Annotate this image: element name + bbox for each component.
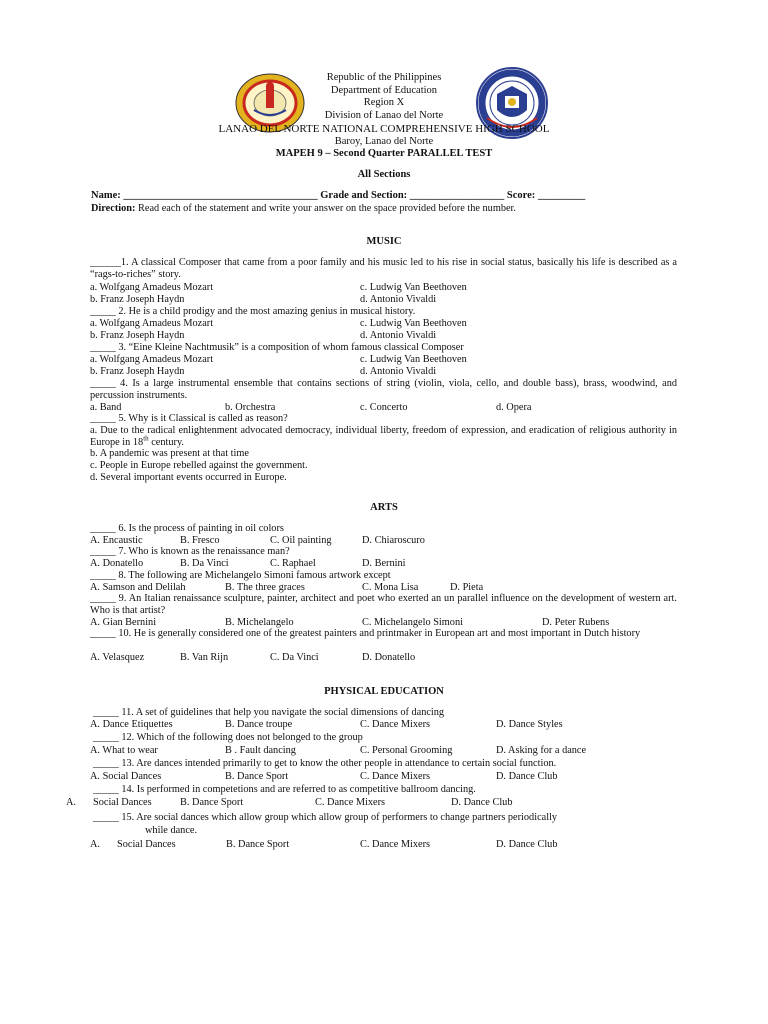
option-d: D. Asking for a dance <box>496 745 587 756</box>
option-d: D. Chiaroscuro <box>362 535 425 546</box>
q5-option-c: c. People in Europe rebelled against the government. <box>90 460 308 471</box>
question-14: _____ 14. Is performed in competetions and are referred to as competitive ballroom dancing. <box>93 784 476 795</box>
direction-label: Direction: <box>91 203 136 214</box>
question-13: _____ 13. Are dances intended primarily to get to know the other people in attendance to certain social function. <box>93 758 557 769</box>
option-a: a. Wolfgang Amadeus Mozart <box>90 318 214 329</box>
option-a: Social Dances <box>93 797 152 808</box>
option-c: c. Ludwig Van Beethoven <box>360 318 467 329</box>
option-d: d. Antonio Vivaldi <box>360 366 437 377</box>
score-blank[interactable]: _________ <box>537 190 586 201</box>
option-b: B. Van Rijn <box>180 652 229 663</box>
grade-label: Grade and Section: <box>320 190 408 201</box>
question-4: _____ 4. Is a large instrumental ensemble that contains sections of string (violin, viola, cello, and double bass), brass, woodwind, and percussion instruments. <box>90 378 677 401</box>
option-d: D. Dance Club <box>496 771 558 782</box>
option-c: C. Dance Mixers <box>315 797 386 808</box>
question-5: _____ 5. Why is it Classical is called as reason? <box>90 413 288 424</box>
option-d: d. Antonio Vivaldi <box>360 294 437 305</box>
option-c: C. Dance Mixers <box>360 771 431 782</box>
option-b: b. Franz Joseph Haydn <box>90 366 185 377</box>
school-address: Baroy, Lanao del Norte <box>334 136 434 147</box>
option-d: D. Peter Rubens <box>542 617 610 628</box>
header-republic: Republic of the Philippines <box>326 72 442 83</box>
q5-option-a <box>90 425 677 449</box>
direction-text: Read each of the statement and write your answer on the space provided before the number. <box>138 203 516 214</box>
question-15: _____ 15. Are social dances which allow group which allow group of performers to change partners periodically <box>93 812 558 823</box>
name-label: Name: <box>91 190 121 201</box>
name-blank[interactable]: _____________________________________ <box>123 190 318 201</box>
question-6: _____ 6. Is the process of painting in oil colors <box>90 523 284 534</box>
option-c: C. Personal Grooming <box>360 745 453 756</box>
option-c: c. Ludwig Van Beethoven <box>360 354 467 365</box>
score-label: Score: <box>506 190 536 201</box>
q5-option-d: d. Several important events occurred in Europe. <box>90 472 287 483</box>
option-a: a. Band <box>90 402 122 413</box>
q5-option-a-sup: th <box>143 434 149 443</box>
option-c: C. Michelangelo Simoni <box>362 617 463 628</box>
option-b: B. Dance Sport <box>225 771 289 782</box>
sections-label: All Sections <box>357 169 411 180</box>
option-b: B. The three graces <box>225 582 305 593</box>
question-9: _____ 9. An Italian renaissance sculpture, painter, architect and poet who exerted an un parallel influence on the development of western art. Who is that artist? <box>90 593 677 616</box>
question-1: ______1. A classical Composer that came from a poor family and his music led to his rise in social status, basically his life is described as a “rags-to-riches” story. <box>90 257 677 280</box>
question-15-cont: while dance. <box>145 825 198 836</box>
option-c: C. Dance Mixers <box>360 719 431 730</box>
header-division: Division of Lanao del Norte <box>324 110 444 121</box>
option-c: C. Dance Mixers <box>360 839 431 850</box>
header-department: Department of Education <box>330 85 438 96</box>
option-c: c. Concerto <box>360 402 408 413</box>
option-a: Social Dances <box>117 839 176 850</box>
option-d: D. Pieta <box>450 582 484 593</box>
option-a: a. Wolfgang Amadeus Mozart <box>90 354 214 365</box>
option-a: A. Dance Etiquettes <box>90 719 173 730</box>
option-b: B. Da Vinci <box>180 558 229 569</box>
option-b: B. Dance Sport <box>226 839 290 850</box>
option-d: d. Antonio Vivaldi <box>360 330 437 341</box>
option-d: D. Donatello <box>362 652 416 663</box>
question-8: _____ 8. The following are Michelangelo Simoni famous artwork except <box>90 570 391 581</box>
option-a: A. What to wear <box>90 745 158 756</box>
question-12: _____ 12. Which of the following does not belonged to the group <box>93 732 363 743</box>
option-a: A. Velasquez <box>90 652 145 663</box>
arts-title: ARTS <box>370 502 398 513</box>
option-a: a. Wolfgang Amadeus Mozart <box>90 282 214 293</box>
question-10: _____ 10. He is generally considered one of the greatest painters and printmaker in European art and most important in Dutch history <box>90 628 641 639</box>
q5-option-a-end: century. <box>148 437 185 448</box>
option-a: A. Samson and Delilah <box>90 582 186 593</box>
question-7: _____ 7. Who is known as the renaissance man? <box>90 546 290 557</box>
option-b: B . Fault dancing <box>225 745 296 756</box>
test-title: MAPEH 9 – Second Quarter PARALLEL TEST <box>275 148 493 159</box>
grade-blank[interactable]: __________________ <box>409 190 505 201</box>
option-d: D. Dance Club <box>451 797 513 808</box>
option-c: C. Da Vinci <box>270 652 319 663</box>
question-11: _____ 11. A set of guidelines that help you navigate the social dimensions of dancing <box>93 707 445 718</box>
option-c: C. Oil painting <box>270 535 332 546</box>
option-c: C. Raphael <box>270 558 316 569</box>
info-line <box>91 190 585 202</box>
option-a-letter: A. <box>66 797 77 808</box>
question-2: _____ 2. He is a child prodigy and the most amazing genius in musical history. <box>90 306 416 317</box>
option-a: A. Gian Bernini <box>90 617 157 628</box>
option-b: b. Franz Joseph Haydn <box>90 294 185 305</box>
option-b: b. Orchestra <box>225 402 276 413</box>
q5-option-b: b. A pandemic was present at that time <box>90 448 249 459</box>
q5-option-a-text: a. Due to the radical enlightenment advocated democracy, individual liberty, freedom of expression, and eradication of religious authority in Europe in 18 <box>90 425 677 448</box>
option-b: b. Franz Joseph Haydn <box>90 330 185 341</box>
option-c: C. Mona Lisa <box>362 582 419 593</box>
direction <box>91 203 516 215</box>
music-title: MUSIC <box>366 236 402 247</box>
option-d: D. Bernini <box>362 558 406 569</box>
option-b: B. Dance troupe <box>225 719 293 730</box>
pe-title: PHYSICAL EDUCATION <box>324 686 444 697</box>
option-a-letter: A. <box>90 839 101 850</box>
question-3: _____ 3. “Eine Kleine Nachtmusik” is a composition of whom famous classical Composer <box>90 342 464 353</box>
header-region: Region X <box>363 97 405 108</box>
option-b: B. Michelangelo <box>225 617 294 628</box>
option-c: c. Ludwig Van Beethoven <box>360 282 467 293</box>
option-d: D. Dance Club <box>496 839 558 850</box>
option-d: D. Dance Styles <box>496 719 563 730</box>
option-b: B. Fresco <box>180 535 220 546</box>
option-a: A. Donatello <box>90 558 144 569</box>
option-a: A. Encaustic <box>90 535 143 546</box>
option-b: B. Dance Sport <box>180 797 244 808</box>
option-a: A. Social Dances <box>90 771 162 782</box>
option-d: d. Opera <box>496 402 532 413</box>
school-name: LANAO DEL NORTE NATIONAL COMPREHENSIVE HIGH SCHOOL <box>218 123 550 135</box>
